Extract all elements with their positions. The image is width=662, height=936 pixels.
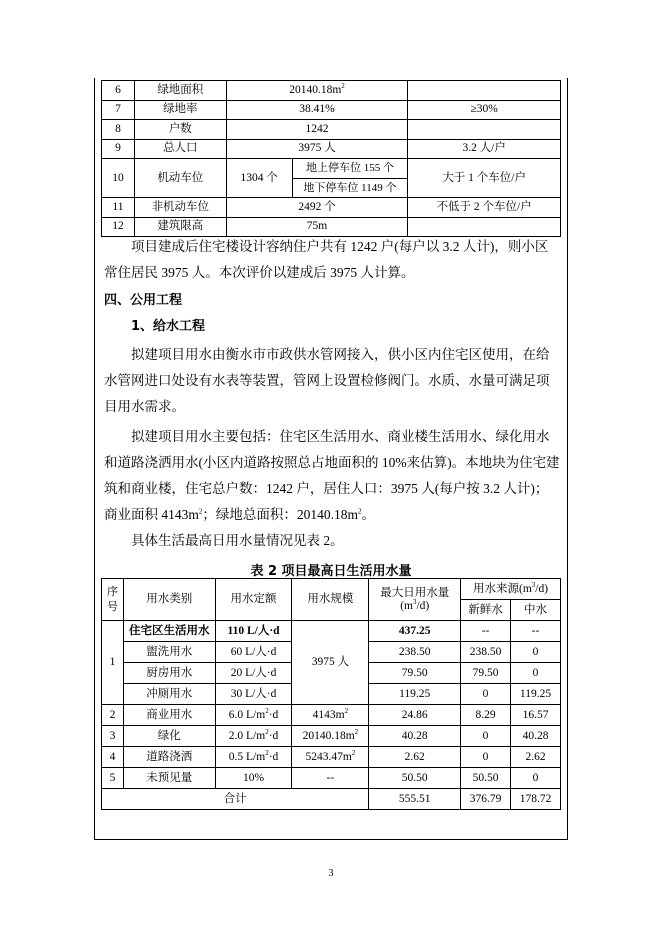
- page-number: 3: [328, 868, 334, 879]
- table-row: 3 绿化 2.0 $L/m^2\cdot d$ $20140.18m^2$ 40.28 0 40.28: [102, 726, 561, 747]
- table2-caption: 表 2 项目最高日生活用水量: [250, 564, 412, 579]
- table-row: 8 户数 1242: [102, 120, 561, 140]
- section-heading-utilities: 四、公用工程: [104, 293, 183, 308]
- project-indicator-table: [101, 80, 561, 237]
- water-usage-table: [101, 578, 561, 810]
- table-row: 4 道路浇洒 0.5 $L/m^2\cdot d$ $5243.47m^2$ 2.62 0 2.62: [102, 747, 561, 768]
- water-supply-paragraph: 拟建项目用水由衡水市市政供水管网接入，供小区内住宅区使用，在给水管网进口处设有水表等装置，管网上设置检修阀门。水质、水量可满足项目用水需求。: [104, 347, 550, 414]
- table-header-row: 序号 用水类别 用水定额 用水规模 最大日用水量 $(m^3/d)$ 用水来源$(m^3/d)$: [102, 579, 561, 600]
- table-row: 5 未预见量 10% -- 50.50 50.50 0: [102, 768, 561, 789]
- table-row: 1 住宅区生活用水 110 L/人·d 3975 人 437.25 -- --: [102, 621, 561, 642]
- table-reference-paragraph: 具体生活最高日用水量情况见表 2。: [131, 533, 344, 548]
- water-usage-paragraph: 拟建项目用水主要包括：住宅区生活用水、商业楼生活用水、绿化用水和道路浇洒用水(小区内道路按照总占地面积的 10%来估算)。本地块为住宅建筑和商业楼，住宅总户数：1242 户，居住人口：3975 人(每户按 3.2 人计)；商业面积 $4143m^2$；绿地总面积：$20140.18m^2$。: [104, 429, 560, 522]
- table-row: 2 商业用水 6.0 $L/m^2\cdot d$ $4143m^2$ 24.86 8.29 16.57: [102, 705, 561, 726]
- section-heading-water-supply: 1、给水工程: [131, 319, 206, 334]
- population-paragraph: 项目建成后住宅楼设计容纳住户共有 1242 户(每户以 3.2 人计)，则小区常住居民 3975 人。本次评价以建成后 3975 人计算。: [104, 239, 549, 280]
- table-row: 9 总人口 3975 人 3.2 人/户: [102, 139, 561, 159]
- table-row: 厨房用水 20 L/人·d 79.50 79.50 0: [102, 663, 561, 684]
- table-row: 6 绿地面积 $20140.18m^2$: [102, 81, 561, 101]
- table-total-row: 合计 555.51 376.79 178.72: [102, 789, 561, 810]
- table-row: 10 机动车位 1304 个 地上停车位 155 个 大于 1 个车位/户: [102, 159, 561, 179]
- table-row: 冲厕用水 30 L/人·d 119.25 0 119.25: [102, 684, 561, 705]
- table-row: 7 绿地率 38.41% ≥30%: [102, 100, 561, 120]
- table-row: 盥洗用水 60 L/人·d 238.50 238.50 0: [102, 642, 561, 663]
- table-row: 12 建筑限高 75m: [102, 217, 561, 237]
- table-row: 地下停车位 1149 个: [102, 178, 561, 198]
- table-row: 11 非机动车位 2492 个 不低于 2 个车位/户: [102, 198, 561, 218]
- table-header-row: 新鲜水 中水: [102, 600, 561, 621]
